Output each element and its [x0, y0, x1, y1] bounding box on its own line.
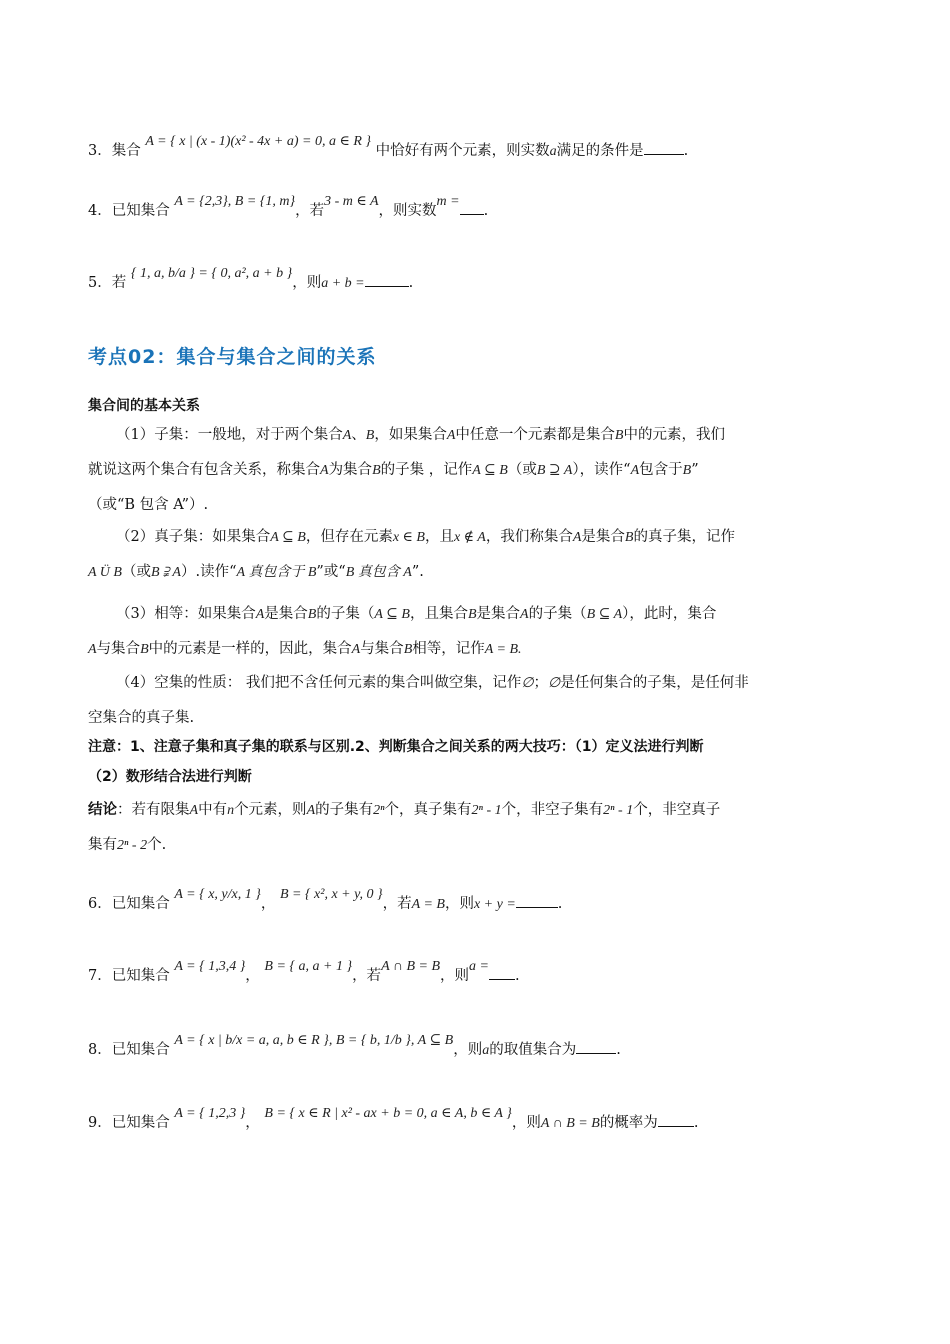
paragraph-equality: （3）相等：如果集合A是集合B的子集（A ⊆ B，且集合B是集合A的子集（B ⊆ A），此时，集合 A与集合B中的元素是一样的，因此，集合A与集合B相等，记作A = B.: [88, 606, 717, 657]
paragraph-proper-subset: （2）真子集：如果集合A ⊆ B，但存在元素x ∈ B，且x ∉ A，我们称集合A是集合B的真子集，记作 A Ü B（或B ⫌ A）.读作“A 真包含于 B”或“B 真包含 A”.: [88, 529, 735, 580]
q8-answer-blank[interactable]: [576, 1039, 616, 1054]
paragraph-empty-set: （4）空集的性质： 我们把不含任何元素的集合叫做空集，记作∅；∅是任何集合的子集，是任何非 空集合的真子集.: [88, 675, 749, 726]
q9-number: 9．已知集合: [88, 1115, 170, 1131]
question-3: 3．集合 A = { x | (x - 1)(x² - 4x + a) = 0, a ∈ R } 中恰好有两个元素，则实数a满足的条件是 .: [88, 134, 689, 159]
q3-text: 中恰好有两个元素，则实数: [375, 143, 550, 159]
q4-sets: A = {2,3}, B = {1, m}: [174, 194, 296, 209]
question-9: 9．已知集合 A = { 1,2,3 }， B = { x ∈ R | x² - ax + b = 0, a ∈ A, b ∈ A }，则A ∩ B = B的概率为 .: [88, 1106, 699, 1131]
q9-set-a: A = { 1,2,3 }: [174, 1106, 246, 1121]
q3-answer-blank[interactable]: [644, 140, 684, 155]
q6-set-b: B = { x², x + y, 0 }: [279, 887, 383, 902]
question-5: 5．若 { 1, a, b/a } = { 0, a², a + b }，则a + b = .: [88, 266, 414, 291]
paragraph-subset: （1）子集：一般地，对于两个集合A、B，如果集合A中任意一个元素都是集合B中的元素，我们 就说这两个集合有包含关系，称集合A为集合B的子集 ，记作A ⊆ B（或B ⊇ A），读作“A包含于B” （或“B 包含 A”）.: [88, 427, 725, 513]
question-7: 7．已知集合 A = { 1,3,4 }， B = { a, a + 1 }，若A ∩ B = B，则a =.: [88, 959, 520, 984]
q3-text2: 满足的条件是: [556, 143, 644, 159]
q7-number: 7．已知集合: [88, 968, 170, 984]
q9-set-b: B = { x ∈ R | x² - ax + b = 0, a ∈ A, b ∈ A }: [264, 1106, 512, 1121]
q3-number: 3．集合: [88, 143, 141, 159]
q8-sets: A = { x | b/x = a, a, b ∈ R }, B = { b, 1/b }, A ⊆ B: [174, 1033, 454, 1048]
q3-variable: a: [549, 144, 557, 159]
q8-number: 8．已知集合: [88, 1042, 170, 1058]
conclusion-label: 结论: [88, 802, 117, 818]
q4-text: ，则实数: [378, 203, 437, 219]
q4-condition: 3 - m ∈ A: [324, 194, 379, 209]
question-8: 8．已知集合 A = { x | b/x = a, a, b ∈ R }, B = { b, 1/b }, A ⊆ B，则a的取值集合为 .: [88, 1033, 621, 1058]
q5-ask: a + b =: [321, 276, 365, 291]
q5-expression: { 1, a, b/a } = { 0, a², a + b }: [130, 266, 293, 281]
q5-answer-blank[interactable]: [365, 272, 409, 287]
q4-answer-blank[interactable]: [460, 200, 484, 215]
q6-answer-blank[interactable]: [516, 893, 558, 908]
note-block: 注意：1、注意子集和真子集的联系与区别.2、判断集合之间关系的两大技巧：（1）定义法进行判断 （2）数形结合法进行判断: [88, 739, 704, 785]
q4-variable: m =: [436, 194, 460, 209]
q9-answer-blank[interactable]: [658, 1112, 694, 1127]
q4-number: 4．已知集合: [88, 203, 170, 219]
q7-answer-blank[interactable]: [489, 965, 515, 980]
q6-number: 6．已知集合: [88, 896, 170, 912]
q7-set-a: A = { 1,3,4 }: [174, 959, 246, 974]
question-6: 6．已知集合 A = { x, y/x, 1 }， B = { x², x + y, 0 }，若A = B，则x + y = .: [88, 887, 563, 912]
section-subtitle: 集合间的基本关系: [88, 398, 200, 414]
q7-set-b: B = { a, a + 1 }: [264, 959, 353, 974]
section-title: 考点02：集合与集合之间的关系: [88, 346, 377, 368]
q3-set-expression: A = { x | (x - 1)(x² - 4x + a) = 0, a ∈ R }: [145, 134, 371, 149]
question-4: 4．已知集合 A = {2,3}, B = {1, m}，若3 - m ∈ A，则实数m =.: [88, 194, 489, 219]
conclusion-block: 结论：若有限集A中有n个元素，则A的子集有2ⁿ个，真子集有2ⁿ - 1个，非空子集有2ⁿ - 1个，非空真子 集有2ⁿ - 2个.: [88, 802, 721, 853]
q6-set-a: A = { x, y/x, 1 }: [174, 887, 261, 902]
q5-number: 5．若: [88, 275, 127, 291]
